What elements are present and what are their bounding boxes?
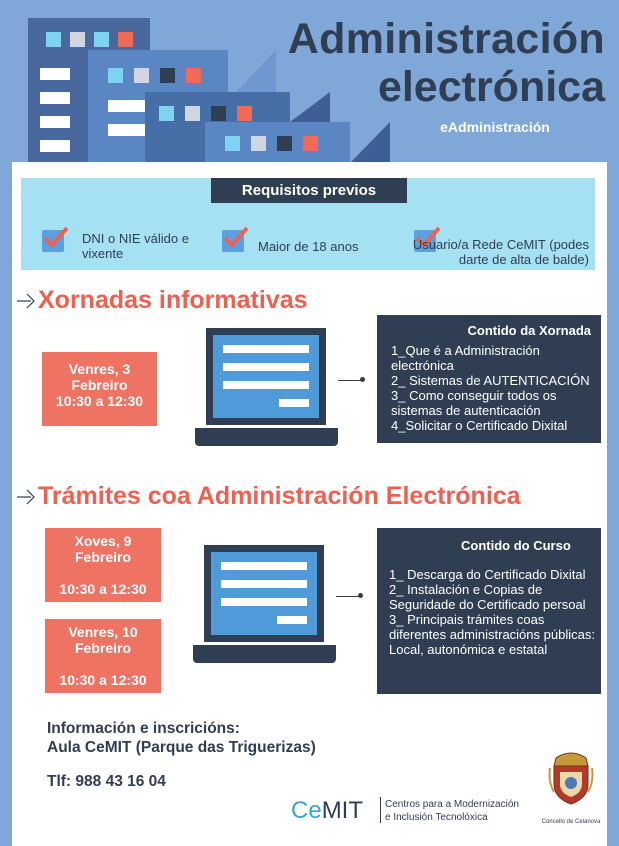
arrow-right-icon [17,290,39,312]
section-title-tramites: Trámites coa Administración Electrónica [38,482,521,510]
requirement-item: DNI o NIE válido e vixente [82,231,189,261]
content-box-xornada [377,315,601,443]
date-month: Febreiro [74,549,131,565]
arrow-right-icon [17,486,39,508]
requirements-title: Requisitos previos [211,178,407,203]
phone-number: Tlf: 988 43 16 04 [47,773,166,790]
date-day: Venres, 3 [68,361,131,377]
date-month: Febreiro [71,377,128,393]
cemit-logo: CeMIT [291,797,364,824]
info-location: Aula CeMIT (Parque das Triguerizas) [47,739,316,756]
content-item: 2_ Instalación e Copias de Seguridade do Certificado persoal [389,582,586,612]
content-item: 1_Que é a Administración electrónica [391,343,540,373]
logo-tagline: e Inclusión Tecnolóxica [385,812,488,823]
page-subtitle: eAdministración [440,119,550,135]
date-day: Venres, 10 [68,624,138,640]
section-title-xornadas: Xornadas informativas [38,286,308,314]
date-box [42,352,157,426]
date-box [45,619,161,693]
laptop-icon [206,328,326,425]
content-box-curso [377,528,601,694]
date-time: 10:30 a 12:30 [55,393,144,409]
requirement-item: Usuario/a Rede CeMIT (podes darte de alta de balde) [412,237,589,267]
date-day: Xoves, 9 [74,533,132,549]
date-time: 10:30 a 12:30 [59,672,147,688]
content-item: 3_ Principais trámites coas diferentes administracións públicas: Local, autonómica e estatal [389,612,595,657]
checkbox-icon [222,230,244,252]
page-title-line1: Administración [287,15,605,63]
requirement-item: Maior de 18 anos [258,239,359,254]
date-time: 10:30 a 12:30 [59,581,147,597]
content-box-title: Contido do Curso [461,538,571,553]
laptop-icon [204,545,324,642]
date-month: Febreiro [74,640,131,656]
content-item: 1_ Descarga do Certificado Dixital [389,567,586,582]
content-item: 2_ Sistemas de AUTENTICACIÓN [391,373,590,388]
page-title-line2: electrónica [377,63,605,111]
checkbox-icon [42,230,64,252]
content-item: 4_Solicitar o Certificado Dixital [391,418,568,433]
content-box-title: Contido da Xornada [467,323,591,338]
seal-caption: Concello de Celanova [541,819,601,825]
info-heading: Información e inscricións: [47,720,240,737]
logo-tagline: Centros para a Modernización [385,799,519,810]
date-box [45,528,161,602]
content-item: 3_ Como conseguir todos os sistemas de autenticación [391,388,557,418]
coat-of-arms-icon [548,748,594,806]
